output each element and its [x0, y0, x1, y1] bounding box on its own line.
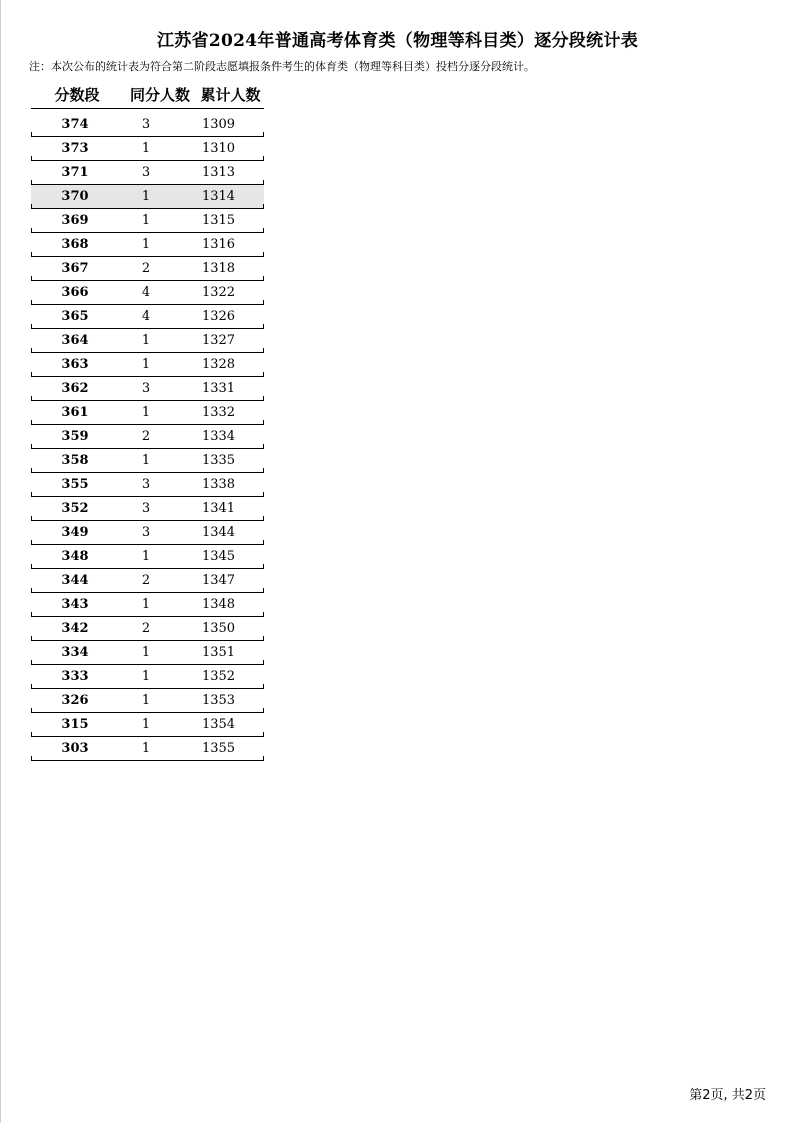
- cell-same-count: 1: [141, 741, 151, 756]
- table-row: [31, 137, 264, 161]
- cell-score: 369: [61, 213, 89, 228]
- cell-cumulative: 1354: [201, 717, 236, 732]
- table-row: [31, 689, 264, 713]
- cell-same-count: 4: [141, 285, 151, 300]
- cell-score: 355: [61, 477, 89, 492]
- cell-score: 373: [61, 141, 89, 156]
- cell-score: 358: [61, 453, 89, 468]
- cell-same-count: 1: [141, 597, 151, 612]
- cell-cumulative: 1341: [201, 501, 236, 516]
- cell-score: 370: [61, 189, 89, 204]
- table-row: [31, 665, 264, 689]
- cell-score: 363: [61, 357, 89, 372]
- cell-score: 342: [61, 621, 89, 636]
- table-row: [31, 209, 264, 233]
- cell-score: 368: [61, 237, 89, 252]
- table-body: [31, 113, 264, 761]
- cell-score: 303: [61, 741, 89, 756]
- cell-same-count: 1: [141, 453, 151, 468]
- cell-same-count: 2: [141, 573, 151, 588]
- table-row: [31, 473, 264, 497]
- cell-cumulative: 1327: [201, 333, 236, 348]
- cell-same-count: 2: [141, 261, 151, 276]
- cell-cumulative: 1316: [201, 237, 236, 252]
- cell-score: 366: [61, 285, 89, 300]
- table-row: [31, 545, 264, 569]
- cell-same-count: 1: [141, 357, 151, 372]
- cell-cumulative: 1322: [201, 285, 236, 300]
- cell-score: 359: [61, 429, 89, 444]
- cell-same-count: 3: [141, 525, 151, 540]
- cell-same-count: 1: [141, 549, 151, 564]
- cell-score: 334: [61, 645, 89, 660]
- table-header: [31, 80, 264, 109]
- cell-cumulative: 1318: [201, 261, 236, 276]
- cell-same-count: 1: [141, 693, 151, 708]
- cell-same-count: 1: [141, 141, 151, 156]
- page-number: 第2页, 共2页: [689, 1088, 766, 1103]
- cell-score: 367: [61, 261, 89, 276]
- table-row: [31, 401, 264, 425]
- cell-same-count: 2: [141, 429, 151, 444]
- cell-cumulative: 1348: [201, 597, 236, 612]
- table-row: [31, 305, 264, 329]
- table-row: [31, 161, 264, 185]
- table-row: [31, 569, 264, 593]
- table-row: [31, 593, 264, 617]
- cell-same-count: 1: [141, 645, 151, 660]
- cell-score: 362: [61, 381, 89, 396]
- table-row: [31, 425, 264, 449]
- table-row: [31, 641, 264, 665]
- cell-score: 349: [61, 525, 89, 540]
- cell-cumulative: 1355: [201, 741, 236, 756]
- cell-same-count: 4: [141, 309, 151, 324]
- table-row: [31, 713, 264, 737]
- cell-same-count: 3: [141, 381, 151, 396]
- cell-cumulative: 1328: [201, 357, 236, 372]
- cell-cumulative: 1335: [201, 453, 236, 468]
- cell-cumulative: 1344: [201, 525, 236, 540]
- cell-cumulative: 1345: [201, 549, 236, 564]
- cell-cumulative: 1334: [201, 429, 236, 444]
- cell-cumulative: 1353: [201, 693, 236, 708]
- cell-cumulative: 1326: [201, 309, 236, 324]
- cell-same-count: 1: [141, 333, 151, 348]
- cell-same-count: 3: [141, 165, 151, 180]
- table-row: [31, 617, 264, 641]
- table-row: [31, 737, 264, 761]
- cell-same-count: 1: [141, 213, 151, 228]
- cell-cumulative: 1350: [201, 621, 236, 636]
- cell-score: 333: [61, 669, 89, 684]
- cell-score: 344: [61, 573, 89, 588]
- table-row: [31, 257, 264, 281]
- cell-same-count: 1: [141, 669, 151, 684]
- table-note: 注：本次公布的统计表为符合第二阶段志愿填报条件考生的体育类（物理等科目类）投档分逐分段统计。: [29, 60, 535, 73]
- cell-same-count: 3: [141, 477, 151, 492]
- cell-score: 343: [61, 597, 89, 612]
- cell-cumulative: 1332: [201, 405, 236, 420]
- cell-same-count: 1: [141, 717, 151, 732]
- cell-cumulative: 1347: [201, 573, 236, 588]
- cell-score: 365: [61, 309, 89, 324]
- table-row: [31, 521, 264, 545]
- table-row: [31, 113, 264, 137]
- cell-cumulative: 1351: [201, 645, 236, 660]
- score-table: [31, 80, 264, 761]
- table-row: [31, 497, 264, 521]
- cell-score: 364: [61, 333, 89, 348]
- cell-same-count: 2: [141, 621, 151, 636]
- cell-cumulative: 1309: [201, 117, 236, 132]
- table-row: [31, 185, 264, 209]
- cell-cumulative: 1313: [201, 165, 236, 180]
- cell-cumulative: 1310: [201, 141, 236, 156]
- cell-score: 348: [61, 549, 89, 564]
- cell-same-count: 1: [141, 405, 151, 420]
- cell-score: 361: [61, 405, 89, 420]
- cell-cumulative: 1315: [201, 213, 236, 228]
- cell-score: 326: [61, 693, 89, 708]
- table-row: [31, 377, 264, 401]
- header-same-score-count: 同分人数: [129, 85, 190, 104]
- header-score-range: 分数段: [54, 85, 100, 104]
- header-cumulative-count: 累计人数: [200, 85, 261, 104]
- cell-cumulative: 1338: [201, 477, 236, 492]
- cell-score: 352: [61, 501, 89, 516]
- cell-score: 374: [61, 117, 89, 132]
- table-row: [31, 449, 264, 473]
- cell-score: 371: [61, 165, 89, 180]
- cell-same-count: 3: [141, 117, 151, 132]
- cell-cumulative: 1331: [201, 381, 236, 396]
- page-title: 江苏省2024年普通高考体育类（物理等科目类）逐分段统计表: [156, 31, 638, 51]
- cell-same-count: 1: [141, 189, 151, 204]
- cell-cumulative: 1314: [201, 189, 236, 204]
- cell-same-count: 1: [141, 237, 151, 252]
- cell-same-count: 3: [141, 501, 151, 516]
- table-row: [31, 353, 264, 377]
- cell-cumulative: 1352: [201, 669, 236, 684]
- cell-score: 315: [61, 717, 89, 732]
- table-row: [31, 281, 264, 305]
- table-row: [31, 233, 264, 257]
- table-row: [31, 329, 264, 353]
